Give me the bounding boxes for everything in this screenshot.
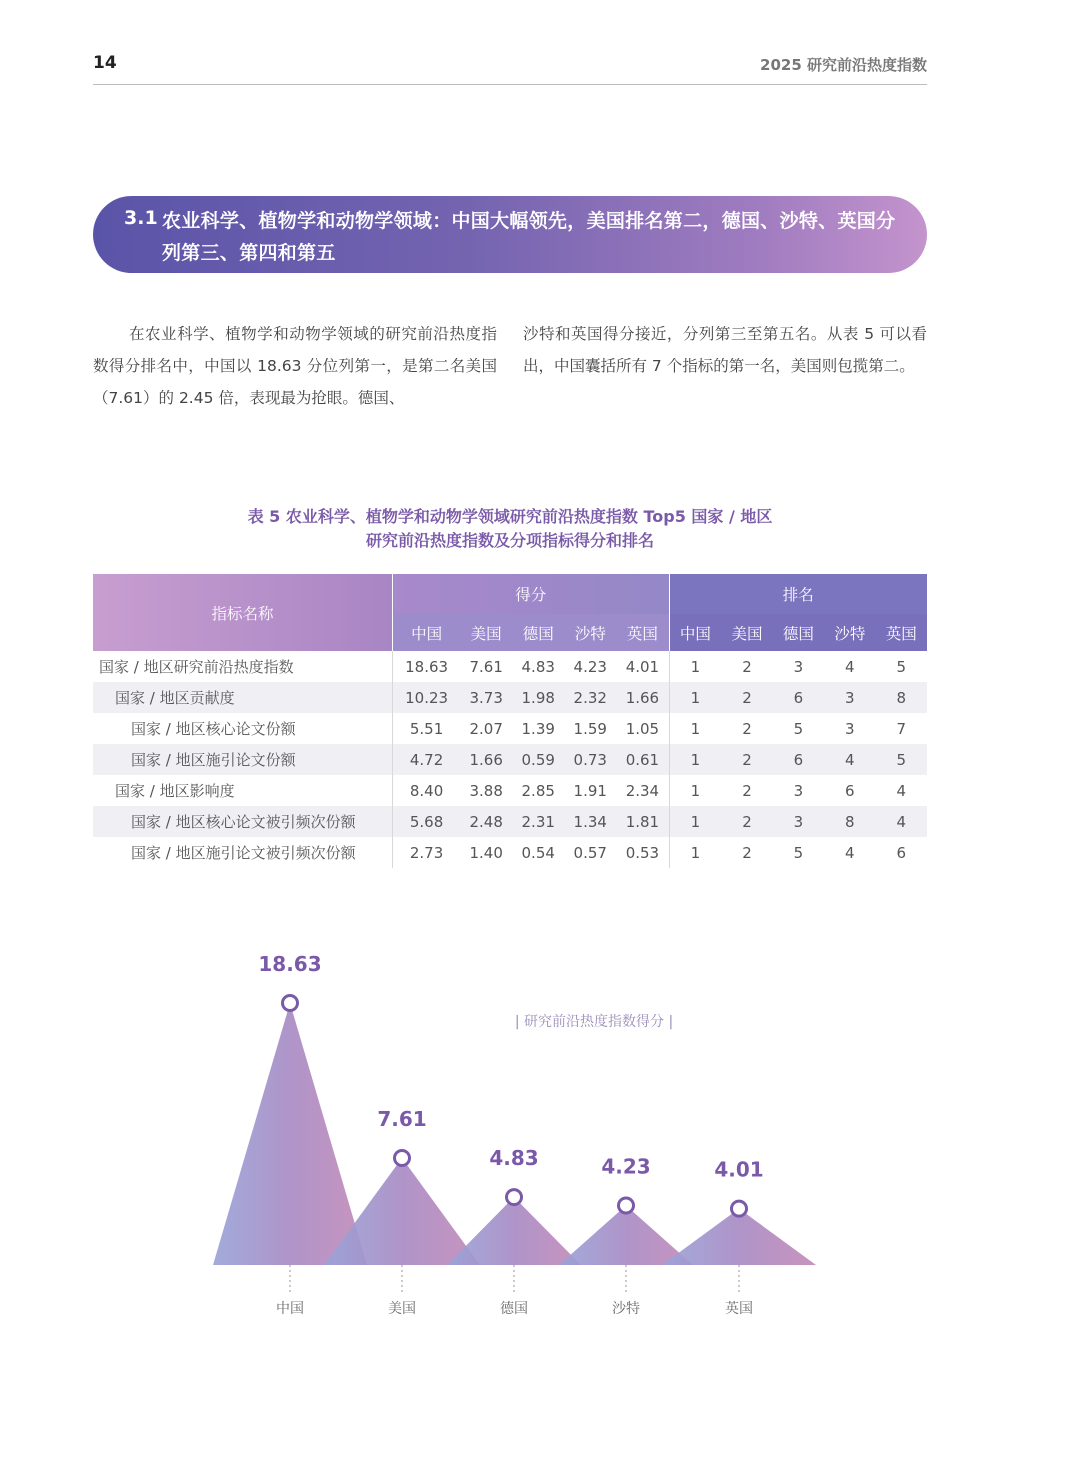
table-row bbox=[93, 806, 927, 837]
chart-legend: | 研究前沿热度指数得分 | bbox=[514, 1014, 674, 1030]
indicator-name: 国家 / 地区贡献度 bbox=[93, 682, 393, 713]
score-header-country: 美国 bbox=[460, 614, 512, 651]
rank-cell: 3 bbox=[824, 682, 875, 713]
rank-cell: 3 bbox=[845, 719, 855, 738]
score-cell: 5.51 bbox=[409, 719, 444, 738]
rank-cell: 1 bbox=[669, 744, 721, 775]
score-header-country: 中国 bbox=[393, 614, 461, 651]
rank-cell: 1 bbox=[690, 719, 701, 738]
score-cell: 2.48 bbox=[460, 806, 512, 837]
rank-cell: 4 bbox=[896, 781, 907, 800]
score-cell: 5.68 bbox=[393, 806, 461, 837]
indicator-name: 国家 / 地区施引论文份额 bbox=[93, 744, 393, 775]
score-cell: 8.40 bbox=[409, 781, 444, 800]
score-cell: 1.98 bbox=[512, 682, 564, 713]
rank-cell: 2 bbox=[742, 843, 752, 862]
score-cell: 0.53 bbox=[616, 837, 669, 868]
rank-cell: 2 bbox=[721, 744, 772, 775]
rank-cell: 2 bbox=[721, 806, 772, 837]
rank-cell: 6 bbox=[845, 781, 855, 800]
rank-cell: 4 bbox=[824, 744, 875, 775]
table-row bbox=[93, 651, 927, 682]
score-cell: 0.59 bbox=[512, 744, 564, 775]
rank-cell: 6 bbox=[773, 682, 824, 713]
score-cell: 0.61 bbox=[616, 744, 669, 775]
section-number: 3.1 bbox=[124, 207, 158, 229]
indicator-name: 国家 / 地区核心论文份额 bbox=[93, 713, 393, 744]
score-cell: 18.63 bbox=[405, 657, 449, 676]
score-cell: 4.72 bbox=[393, 744, 461, 775]
table-row bbox=[93, 775, 927, 806]
rank-cell: 3 bbox=[793, 657, 804, 676]
chart-point-marker bbox=[732, 1201, 747, 1216]
table-caption bbox=[93, 505, 927, 553]
chart-point-marker bbox=[619, 1198, 634, 1213]
score-cell: 1.66 bbox=[616, 682, 669, 713]
score-cell: 4.83 bbox=[521, 657, 555, 676]
rank-header-country: 沙特 bbox=[824, 614, 875, 651]
rank-cell: 6 bbox=[773, 744, 824, 775]
table-caption-line1: 表 5 农业科学、植物学和动物学领域研究前沿热度指数 Top5 国家 / 地区 bbox=[247, 507, 773, 526]
rank-cell: 6 bbox=[896, 843, 907, 862]
score-cell: 2.32 bbox=[564, 682, 616, 713]
score-cell: 1.05 bbox=[616, 713, 669, 744]
score-cell: 3.73 bbox=[460, 682, 512, 713]
score-header-country: 英国 bbox=[616, 614, 669, 651]
chart-category-label: 美国 bbox=[388, 1301, 416, 1317]
indicator-table bbox=[93, 574, 927, 868]
page-number: 14 bbox=[93, 53, 117, 73]
chart-category-label: 德国 bbox=[500, 1301, 528, 1317]
score-cell: 0.73 bbox=[564, 744, 616, 775]
chart-value-label: 4.23 bbox=[601, 1154, 651, 1179]
column-group-score: 得分 bbox=[393, 574, 670, 614]
rank-cell: 5 bbox=[793, 719, 804, 738]
score-cell: 1.39 bbox=[521, 719, 555, 738]
chart-point-marker bbox=[283, 996, 298, 1011]
indicator-name: 国家 / 地区核心论文被引频次份额 bbox=[93, 806, 393, 837]
table-row bbox=[93, 682, 927, 713]
document-title: 2025 研究前沿热度指数 bbox=[760, 56, 927, 74]
score-cell: 4.01 bbox=[616, 651, 669, 682]
score-cell: 1.40 bbox=[469, 843, 503, 862]
rank-cell: 8 bbox=[876, 682, 927, 713]
rank-cell: 2 bbox=[742, 719, 752, 738]
table-row bbox=[93, 713, 927, 744]
table-caption-line2: 研究前沿热度指数及分项指标得分和排名 bbox=[365, 531, 654, 550]
score-chart bbox=[0, 930, 1080, 1350]
body-text-right: 沙特和英国得分接近，分列第三至第五名。从表 5 可以看出，中国囊括所有 7 个指标的第一名，美国则包揽第二。 bbox=[523, 325, 927, 375]
rank-cell: 1 bbox=[669, 682, 721, 713]
chart-value-label: 7.61 bbox=[377, 1106, 427, 1131]
rank-cell: 1 bbox=[669, 806, 721, 837]
indicator-name: 国家 / 地区施引论文被引频次份额 bbox=[93, 837, 393, 868]
page-header bbox=[93, 48, 927, 85]
rank-header-country: 中国 bbox=[669, 614, 721, 651]
rank-header-country: 英国 bbox=[876, 614, 927, 651]
score-cell: 1.66 bbox=[460, 744, 512, 775]
chart-category-label: 中国 bbox=[276, 1301, 304, 1317]
rank-cell: 1 bbox=[690, 781, 701, 800]
column-header-name: 指标名称 bbox=[93, 574, 393, 651]
rank-header-country: 美国 bbox=[721, 614, 772, 651]
column-group-rank: 排名 bbox=[669, 574, 927, 614]
score-cell: 2.85 bbox=[521, 781, 555, 800]
score-cell: 2.73 bbox=[409, 843, 444, 862]
indicator-name: 国家 / 地区影响度 bbox=[93, 775, 393, 806]
chart-value-label: 4.01 bbox=[714, 1157, 764, 1182]
score-header-country: 沙特 bbox=[564, 614, 616, 651]
table-row bbox=[93, 744, 927, 775]
score-header-country: 德国 bbox=[512, 614, 564, 651]
rank-cell: 5 bbox=[876, 744, 927, 775]
rank-cell: 2 bbox=[742, 657, 752, 676]
chart-value-label: 4.83 bbox=[489, 1146, 539, 1171]
score-cell: 10.23 bbox=[393, 682, 461, 713]
rank-cell: 4 bbox=[876, 806, 927, 837]
chart-point-marker bbox=[395, 1150, 410, 1165]
rank-cell: 1 bbox=[690, 657, 701, 676]
score-cell: 0.57 bbox=[573, 843, 607, 862]
score-cell: 1.91 bbox=[573, 781, 607, 800]
score-cell: 0.54 bbox=[521, 843, 555, 862]
chart-category-label: 沙特 bbox=[612, 1301, 640, 1317]
rank-cell: 2 bbox=[742, 781, 752, 800]
rank-cell: 5 bbox=[896, 657, 907, 676]
indicator-name: 国家 / 地区研究前沿热度指数 bbox=[93, 651, 393, 682]
score-cell: 2.07 bbox=[469, 719, 503, 738]
rank-header-country: 德国 bbox=[773, 614, 824, 651]
rank-cell: 1 bbox=[690, 843, 701, 862]
score-cell: 2.31 bbox=[512, 806, 564, 837]
rank-cell: 5 bbox=[793, 843, 804, 862]
section-banner bbox=[93, 196, 927, 273]
rank-cell: 8 bbox=[824, 806, 875, 837]
rank-cell: 4 bbox=[845, 657, 855, 676]
score-cell: 3.88 bbox=[469, 781, 503, 800]
chart-peak bbox=[213, 1003, 367, 1265]
chart-value-label: 18.63 bbox=[258, 952, 322, 976]
rank-cell: 4 bbox=[845, 843, 855, 862]
score-cell: 7.61 bbox=[469, 657, 503, 676]
score-cell: 4.23 bbox=[573, 657, 607, 676]
section-title: 农业科学、植物学和动物学领域：中国大幅领先，美国排名第二，德国、沙特、英国分列第三、第四和第五 bbox=[162, 210, 896, 264]
rank-cell: 2 bbox=[721, 682, 772, 713]
chart-point-marker bbox=[507, 1190, 522, 1205]
rank-cell: 3 bbox=[793, 781, 804, 800]
score-cell: 1.59 bbox=[573, 719, 607, 738]
chart-peak bbox=[447, 1197, 581, 1265]
chart-category-label: 英国 bbox=[725, 1301, 753, 1317]
score-cell: 1.34 bbox=[564, 806, 616, 837]
score-cell: 1.81 bbox=[616, 806, 669, 837]
body-text-left: 在农业科学、植物学和动物学领域的研究前沿热度指数得分排名中，中国以 18.63 分位列第一，是第二名美国（7.61）的 2.45 倍，表现最为抢眼。德国、 bbox=[93, 325, 497, 407]
rank-cell: 7 bbox=[896, 719, 907, 738]
table-row bbox=[93, 837, 927, 868]
rank-cell: 3 bbox=[773, 806, 824, 837]
score-cell: 2.34 bbox=[616, 775, 669, 806]
